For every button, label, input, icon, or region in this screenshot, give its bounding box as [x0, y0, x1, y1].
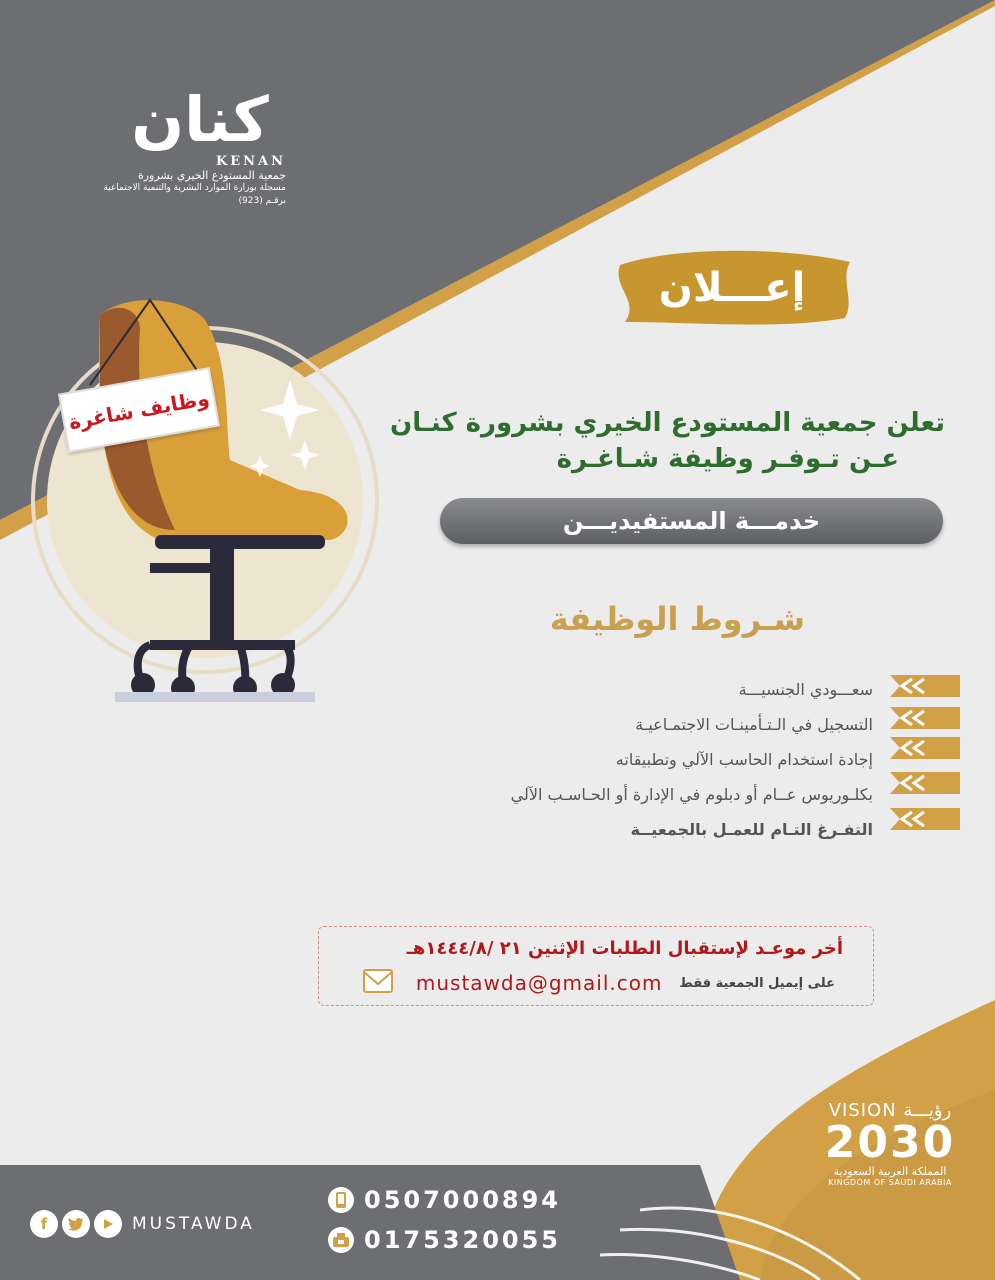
conditions-title: شـروط الوظيفة [549, 600, 805, 638]
logo-english: KENAN [215, 154, 286, 169]
conditions-list [355, 672, 955, 847]
youtube-icon[interactable] [94, 1210, 122, 1238]
intro-line1: تعلن جمعية المستودع الخيري بشرورة كنـان [390, 408, 945, 438]
email-link[interactable]: mustawda@gmail.com [415, 971, 663, 995]
vision-year: 2030 [824, 1117, 956, 1168]
twitter-icon[interactable] [62, 1210, 90, 1238]
condition-text: التفـرغ التـام للعمـل بالجمعيــة [630, 820, 873, 839]
mobile-number[interactable]: 0507000894 [364, 1186, 561, 1214]
logo-line3: برقـم (923) [238, 196, 286, 206]
kenan-logo [100, 40, 300, 210]
landline-number[interactable]: 0175320055 [364, 1226, 561, 1254]
social-handle: MUSTAWDA [132, 1214, 255, 1234]
vacancy-sticker: وظايف شاغرة [58, 367, 220, 453]
list-item [355, 672, 955, 707]
email-label: على إيميل الجمعية فقط [679, 975, 835, 991]
vision-ar: رؤيـــة [903, 1100, 952, 1121]
vision-kingdom-ar: المملكة العربية السعودية [833, 1165, 947, 1178]
condition-text: بكلـوريوس عــام أو دبلوم في الإدارة أو الحـاسـب الآلي [510, 785, 873, 804]
condition-text: سعـــودي الجنسيـــة [738, 680, 873, 699]
logo-arabic: كنان [131, 83, 269, 156]
mobile-phone-icon [328, 1187, 354, 1213]
phone-mobile[interactable] [328, 1186, 561, 1214]
vision-2030-logo [815, 1100, 965, 1187]
intro-line2: عـن تـوفـر وظيفة شـاغـرة [556, 444, 899, 474]
list-item [355, 777, 955, 812]
list-item [355, 707, 955, 742]
email-row [365, 968, 835, 998]
condition-text: إجادة استخدام الحاسب الآلي وتطبيقاته [615, 750, 873, 769]
position-pill: خدمـــة المستفيديـــن [440, 498, 943, 544]
fax-icon [328, 1227, 354, 1253]
intro-text [385, 405, 945, 477]
phone-landline[interactable] [328, 1226, 561, 1254]
vision-kingdom-en: KINGDOM OF SAUDI ARABIA [828, 1178, 952, 1187]
facebook-icon[interactable]: f [30, 1210, 58, 1238]
vision-word: VISION [828, 1100, 897, 1121]
deadline-text: أخر موعـد لإستقبال الطلبات الإثنين ٢١ /١٤٤٤/٨هـ [406, 938, 843, 959]
condition-text: التسجيل في الـتـأمينـات الاجتمـاعيـة [635, 715, 873, 734]
announcement-title: إعـــلان [658, 264, 806, 311]
logo-line1: جمعية المستودع الخيري بشرورة [137, 169, 286, 182]
list-item [355, 742, 955, 777]
list-item [355, 812, 955, 847]
social-links [30, 1210, 255, 1238]
logo-line2: مسجلة بوزارة الموارد البشرية والتنمية الاجتماعية [103, 183, 286, 193]
